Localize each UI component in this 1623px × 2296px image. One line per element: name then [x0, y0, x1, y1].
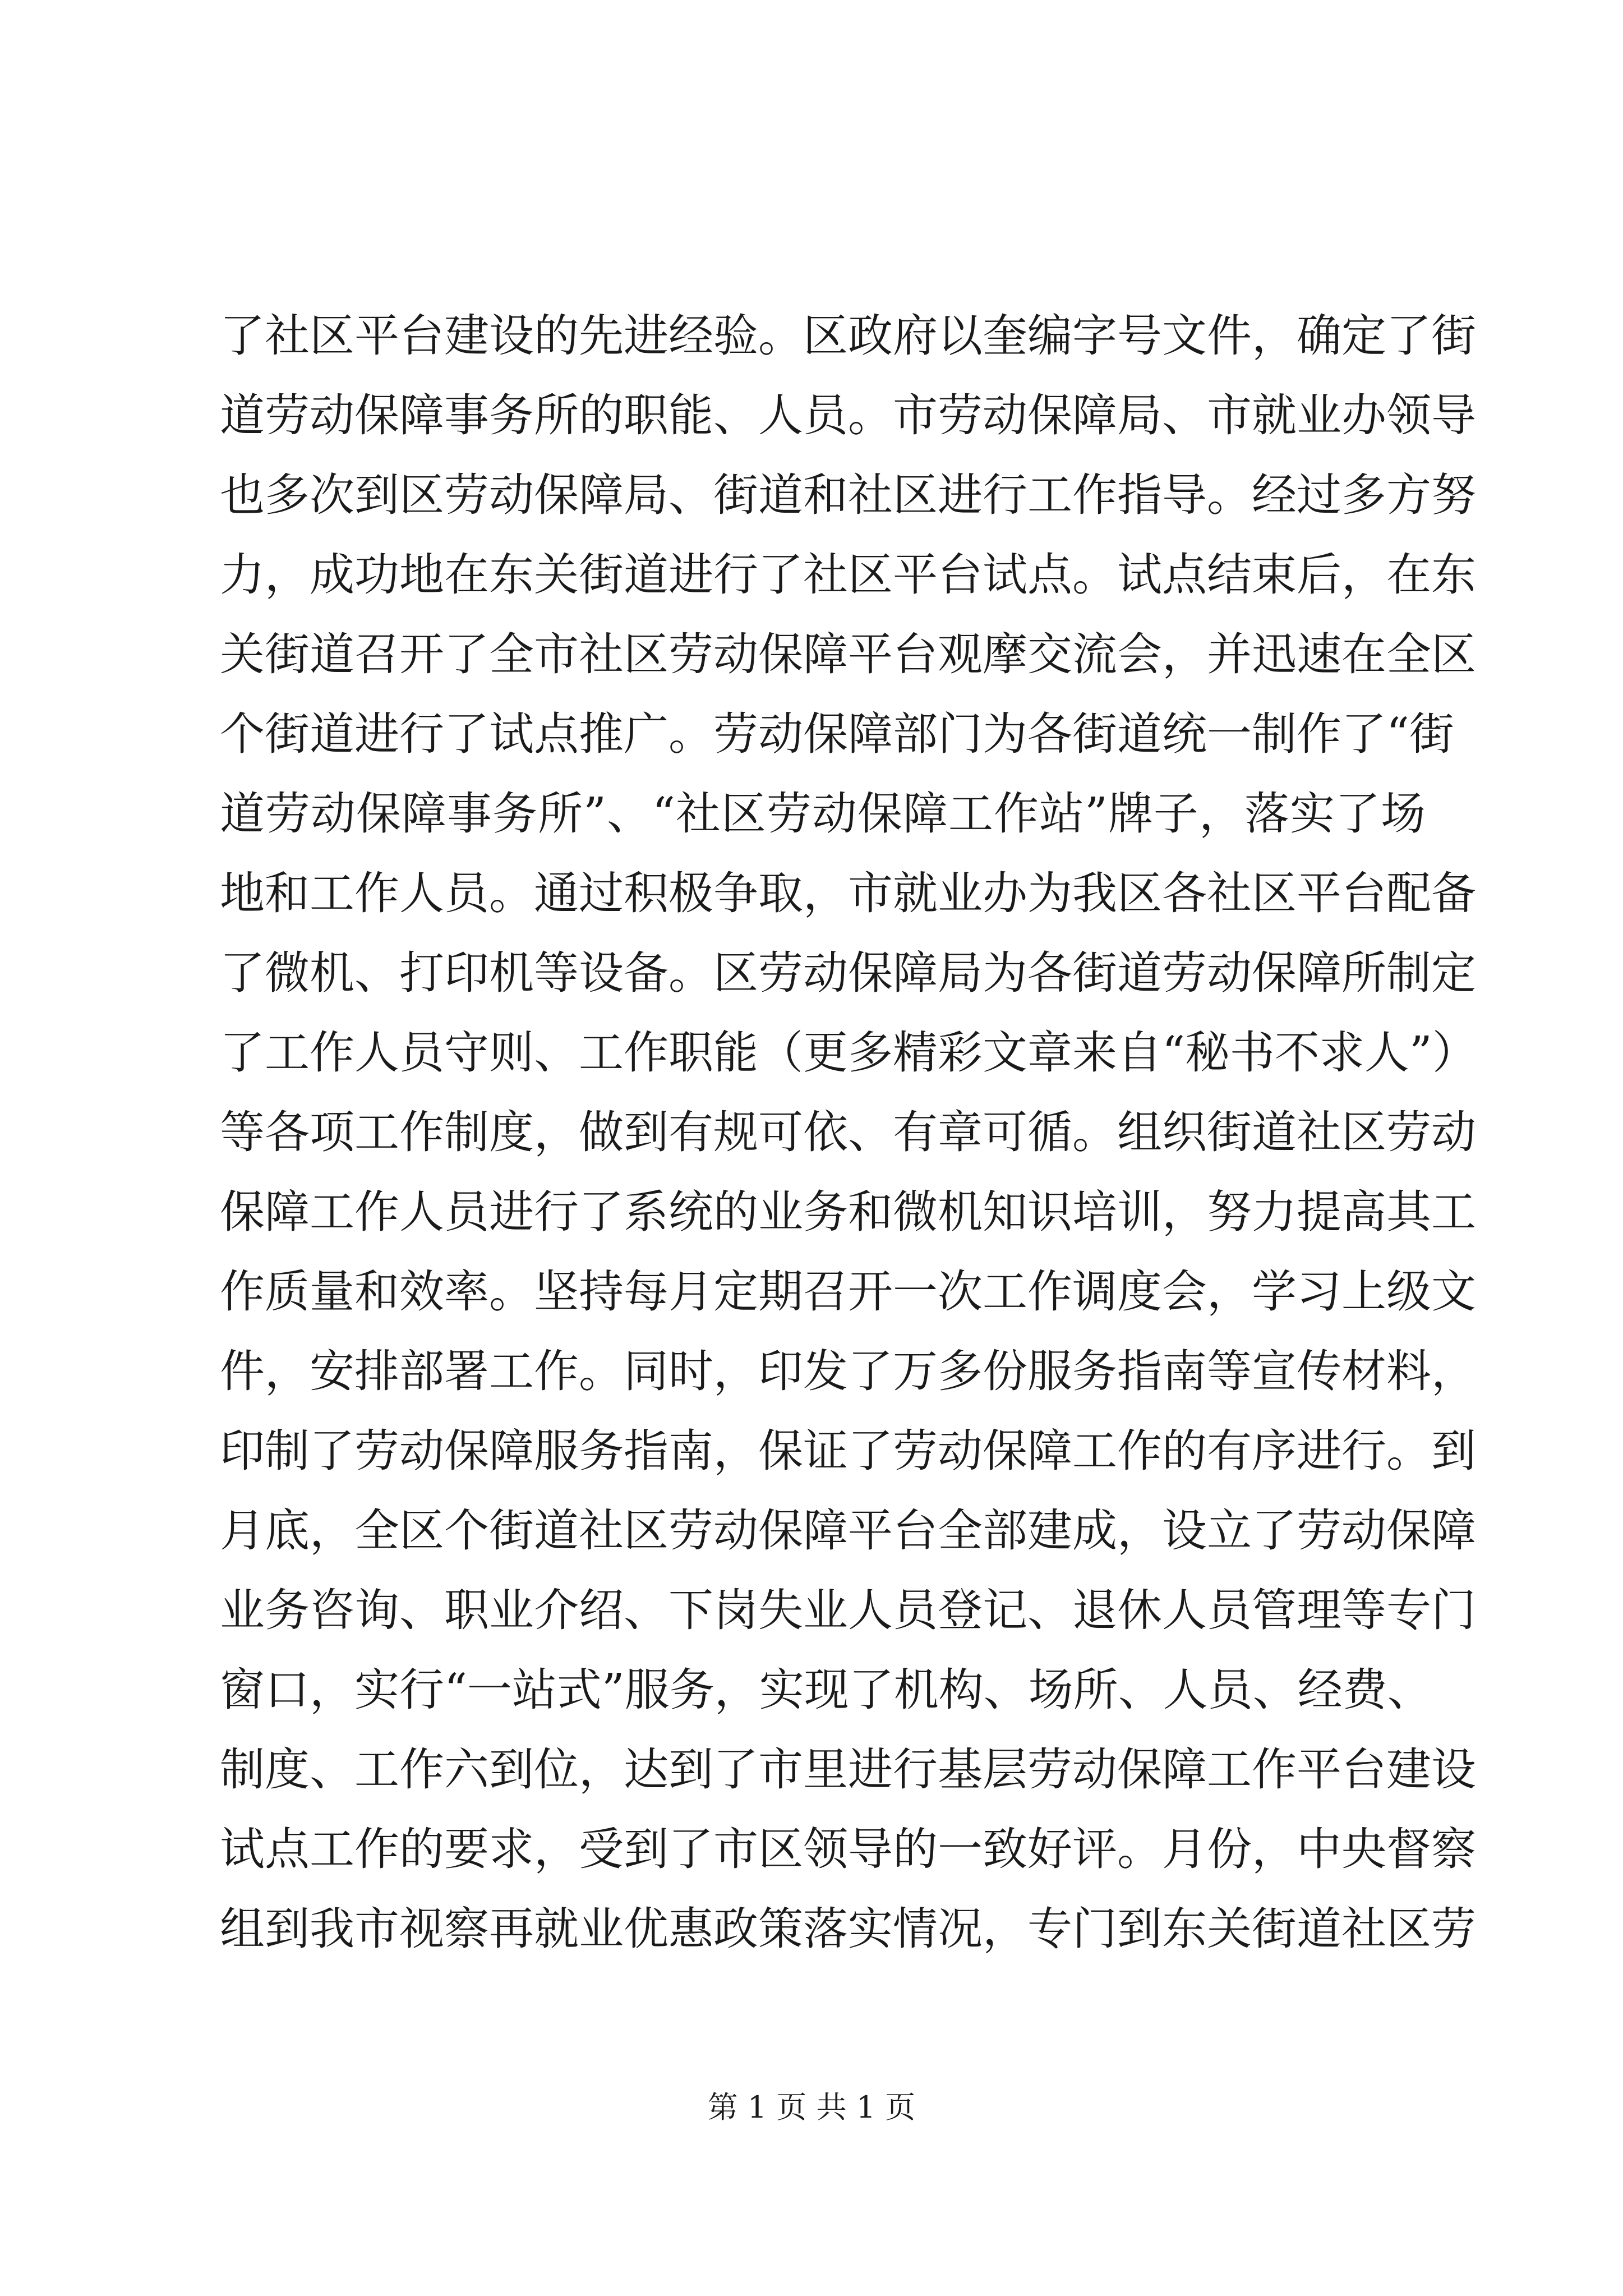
text-line-14: 件，安排部署工作。同时，印发了万多份服务指南等宣传材料，: [220, 1345, 1476, 1397]
text-line-20: 试点工作的要求，受到了市区领导的一致好评。月份，中央督察: [220, 1823, 1476, 1875]
text-line-16: 月底，全区个街道社区劳动保障平台全部建成，设立了劳动保障: [220, 1504, 1476, 1557]
text-line-11: 等各项工作制度，做到有规可依、有章可循。组织街道社区劳动: [220, 1106, 1476, 1158]
text-line-19: 制度、工作六到位，达到了市里进行基层劳动保障工作平台建设: [220, 1743, 1476, 1796]
text-line-7: 道劳动保障事务所”、“社区劳动保障工作站”牌子，落实了场: [220, 788, 1426, 840]
text-line-3: 也多次到区劳动保障局、街道和社区进行工作指导。经过多方努: [220, 469, 1476, 521]
page-number-footer: 第 1 页 共 1 页: [707, 2090, 916, 2125]
text-line-12: 保障工作人员进行了系统的业务和微机知识培训，努力提高其工: [220, 1186, 1476, 1238]
text-line-1: 了社区平台建设的先进经验。区政府以奎编字号文件，确定了街: [220, 310, 1476, 362]
text-line-5: 关街道召开了全市社区劳动保障平台观摩交流会，并迅速在全区: [220, 628, 1476, 680]
text-line-21: 组到我市视察再就业优惠政策落实情况，专门到东关街道社区劳: [220, 1903, 1476, 1955]
text-line-17: 业务咨询、职业介绍、下岗失业人员登记、退休人员管理等专门: [220, 1584, 1476, 1636]
text-line-9: 了微机、打印机等设备。区劳动保障局为各街道劳动保障所制定: [220, 947, 1476, 999]
text-line-4: 力，成功地在东关街道进行了社区平台试点。试点结束后，在东: [220, 549, 1476, 601]
text-line-13: 作质量和效率。坚持每月定期召开一次工作调度会，学习上级文: [220, 1266, 1476, 1318]
text-line-8: 地和工作人员。通过积极争取，市就业办为我区各社区平台配备: [220, 867, 1476, 919]
text-line-10: 了工作人员守则、工作职能（更多精彩文章来自“秘书不求人”）: [220, 1027, 1477, 1079]
text-line-2: 道劳动保障事务所的职能、人员。市劳动保障局、市就业办领导: [220, 389, 1476, 441]
text-line-18: 窗口，实行“一站式”服务，实现了机构、场所、人员、经费、: [220, 1664, 1432, 1716]
text-line-6: 个街道进行了试点推广。劳动保障部门为各街道统一制作了“街: [220, 708, 1454, 760]
text-line-15: 印制了劳动保障服务指南，保证了劳动保障工作的有序进行。到: [220, 1425, 1476, 1477]
body-text: [220, 296, 1477, 1969]
